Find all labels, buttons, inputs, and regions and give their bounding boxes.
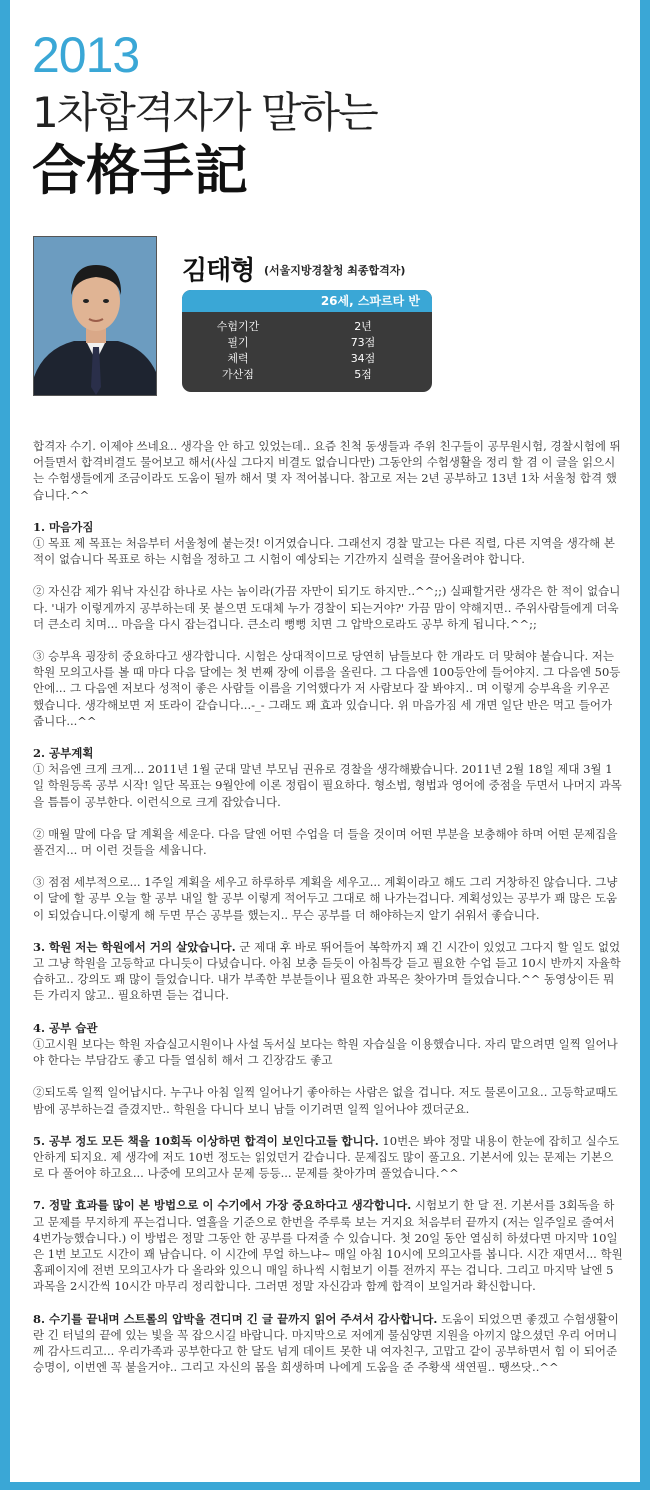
paragraph: ① 목표 제 목표는 처음부터 서울청에 붙는것! 이거였습니다. 그래선지 경찰 말고는 다른 직렬, 다른 지역을 생각해 본적이 없습니다 목표로 하는 시험을 정하고 그 시험이 예상되는 기간까지 실력을 끌어올려야 합니다. (33, 536, 615, 567)
paragraph: ③ 승부욕 굉장히 중요하다고 생각합니다. 시험은 상대적이므로 당연히 남들보다 한 개라도 더 맞혀야 붙습니다. 저는 학원 모의고사를 볼 때 마다 다음 달에는 첫 번째 장에 이름을 올린다. 그 다음엔 100등안에 들어야지. 그 다음엔 50등안에... 그 다음엔 저보다 성적이 좋은 사람들 이름을 기억했다가 저 사람보다 잘 봐야지.. 며 이렇게 승부욕을 키우곤 했습니다. 생각해보면 저 또라이 같습니다...-_- 그래도 꽤 효과 있습니다. 위 마음가짐 세 개면 일단 반은 먹고 들어가 줍니다...^^ (33, 649, 621, 728)
stat-value: 5점 (354, 368, 372, 381)
section-study-habits (33, 1020, 623, 1117)
stats-box (182, 290, 432, 392)
stat-value: 73점 (350, 336, 376, 349)
candidate-affiliation: (서울지방경찰청 최종합격자) (264, 264, 406, 277)
paragraph: ②되도록 일찍 일어납시다. 누구나 아침 일찍 일어나기 좋아하는 사람은 없을 겁니다. 저도 물론이고요.. 고등학교때도 밤에 공부하는걸 즐겼지만.. 학원을 다니다 보니 남들 이기려면 일찍 일어나야 겠더군요. (33, 1085, 618, 1116)
stat-value: 34점 (350, 352, 376, 365)
person-portrait-image (34, 237, 157, 396)
section-academy (33, 939, 623, 1004)
stat-label: 체력 (227, 352, 249, 365)
paragraph: ①고시원 보다는 학원 자습실고시원이나 사설 독서실 보다는 학원 자습실을 이용했습니다. 자리 맡으려면 일찍 일어나야 한다는 부담감도 좋고 다들 열심히 해서 그 긴장감도 좋고 (33, 1036, 618, 1068)
profile-photo (33, 236, 157, 396)
section-title: 2. 공부계획 (33, 746, 94, 761)
stat-row (182, 366, 432, 382)
candidate-name: 김태형 (182, 256, 255, 286)
title-line-1: 1차합격자가 말하는 (32, 88, 377, 137)
stat-row (182, 318, 432, 334)
section-title: 1. 마음가짐 (33, 519, 94, 534)
section-lead: 5. 공부 정도 모든 책을 10회독 이상하면 합격이 보인다고들 합니다. (33, 1133, 379, 1148)
title-line-2: 合格手記 (32, 139, 248, 202)
section-lead: 7. 정말 효과를 많이 본 방법으로 이 수기에서 가장 중요하다고 생각합니다. (33, 1198, 412, 1213)
paragraph: ② 매월 말에 다음 달 계획을 세운다. 다음 달엔 어떤 수업을 더 들을 것이며 어떤 부분을 보충해야 하며 어떤 문제집을 풀건지... 머 이런 것들을 세웁니다. (33, 826, 618, 858)
section-key-method (33, 1197, 623, 1294)
section-lead: 3. 학원 저는 학원에서 거의 살았습니다. (33, 939, 236, 954)
article-body (33, 438, 623, 1391)
section-title: 4. 공부 습관 (33, 1020, 98, 1035)
section-text: 10번은 봐야 정말 내용이 한눈에 잡히고 실수도 안하게 되지요. 제 생각에 저도 10번 정도는 읽었던거 같습니다. 문제집도 많이 풀고요. 기본서에 있는 문제는 기본으로 다 풀어야 하고요... 나중에 모의고사 문제 등등... 문제를 찾아가며 풀었습니다.^^ (33, 1133, 619, 1181)
stats-header: 26세, 스파르타 반 (182, 290, 432, 312)
section-text: 도움이 되었으면 좋겠고 수험생활이란 긴 터널의 끝에 있는 빛을 꼭 잡으시길 바랍니다. 마지막으로 저에게 물심양면 지원을 아끼지 않으셨던 우리 어머니께 감사드리고... 우리가족과 공부한다고 한 달도 넘게 데이트 못한 내 여자친구, 고맙고 같이 공부하면서 힘 이 되어준 승명이, 이번엔 꼭 붙을거야.. 그리고 자신의 몸을 희생하며 나에게 도움을 준 주황색 색연필.. 땡쓰닷..^^ (33, 1311, 619, 1375)
section-closing (33, 1311, 623, 1376)
page-content (10, 0, 640, 1482)
section-text: 시험보기 한 달 전. 기본서를 3회독을 하고 문제를 무지하게 푸는겁니다. 열흘을 기준으로 한번을 주루룩 보는 거지요 처음부터 끝까지 (저는 일주일로 줄여서 4번가능했습니다.) 이 방법은 정말 그동안 한 공부를 다져줄 수 있습니다. 첫 20일 동안 열심히 하셨다면 마지막 10일은 1번 보고도 시간이 꽤 남습니다. 이 시간에 무얼 하느냐~ 매일 아침 10시에 모의고사를 봅니다. 시간 재면서... 학원 홈페이지에 전번 모의고사가 다 올라와 있으니 매일 하나씩 시험보기 이틀 전까지 푸는 겁니다. 그리고 마지막 날엔 5과목을 2시간씩 10시간 마무리 정리합니다. 그러면 정말 자신감과 함께 합격이 보일거라 확신합니다. (33, 1198, 623, 1294)
paragraph: ③ 점점 세부적으로... 1주일 계획을 세우고 하루하루 계획을 세우고... 계획이라고 해도 그리 거창하진 않습니다. 그냥 이 달에 할 공부 오늘 할 공부 내일 할 공부 이렇게 적어두고 그대로 해 나가는겁니다. 계획성있는 공부가 꽤 많은 도움이 되었습니다.이렇게 해 두면 무슨 공부를 했는지.. 무슨 공부를 더 해야하는지 알기 쉬워서 좋습니다. (33, 875, 618, 922)
stat-label: 수험기간 (216, 320, 260, 333)
stat-row (182, 334, 432, 350)
stats-table (182, 312, 432, 382)
section-study-plan (33, 745, 623, 923)
section-text: 군 제대 후 바로 뛰어들어 복학까지 꽤 긴 시간이 있었고 그다지 할 일도 없었고 그냥 학원을 고등학교 다니듯이 다녔습니다. 아침 보충 듣듯이 아침특강 듣고 필요한 수업 듣고 10시 반까지 자율학습하고.. 강의도 꽤 많이 들었습니다. 내가 부족한 부분들이나 필요한 과목은 찾아가며 들었습니다.^^ 동영상이든 뭐든 가리지 않고.. 필요하면 듣는 겁니다. (33, 939, 621, 1003)
section-study-amount (33, 1133, 623, 1182)
paragraph: ② 자신감 제가 워낙 자신감 하나로 사는 놈이라(가끔 자만이 되기도 하지만..^^;;) 실패할거란 생각은 한 적이 없습니다. '내가 이렇게까지 공부하는데 못 붙으면 도대체 누가 경찰이 되는거야?' 가끔 맘이 약해지면.. 주위사람들에게 더욱 더 큰소리 치며... 마음을 다시 잡는겁니다. 큰소리 뻥뻥 치면 그 압박으로라도 공부 하게 됩니다.^^;; (33, 584, 621, 631)
year-heading: 2013 (32, 27, 140, 83)
stat-label: 필기 (227, 336, 249, 349)
section-mindset (33, 519, 623, 729)
section-lead: 8. 수기를 끝내며 스트롤의 압박을 견디며 긴 글 끝까지 읽어 주셔서 감사합니다. (33, 1311, 438, 1326)
intro-paragraph: 합격자 수기. 이제야 쓰네요.. 생각을 안 하고 있었는데.. 요즘 친척 동생들과 주위 친구들이 공무원시험, 경찰시험에 뛰어들면서 합격비결도 물어보고 해서(사실 그다지 비결도 없습니다만) 그동안의 수험생활을 정리 할 겸 이 글을 읽으시는 수험생들에게 조금이라도 도움이 될까 해서 몇 자 적어봅니다. 참고로 저는 2년 공부하고 13년 1차 서울청 합격 했습니다.^^ (33, 439, 621, 502)
stat-value: 2년 (354, 320, 372, 333)
stat-row (182, 350, 432, 366)
paragraph: ① 처음엔 크게 크게... 2011년 1월 군대 말년 부모님 권유로 경찰을 생각해봤습니다. 2011년 2월 18일 제대 3월 1일 학원등록 공부 시작! 일단 목표는 9월안에 이론 정립이 필요하다. 형소법, 형법과 영어에 중점을 두면서 나머지 과목을 틈틈이 공부한다. 이런식으로 크게 잡았습니다. (33, 762, 622, 809)
stat-label: 가산점 (222, 368, 254, 381)
